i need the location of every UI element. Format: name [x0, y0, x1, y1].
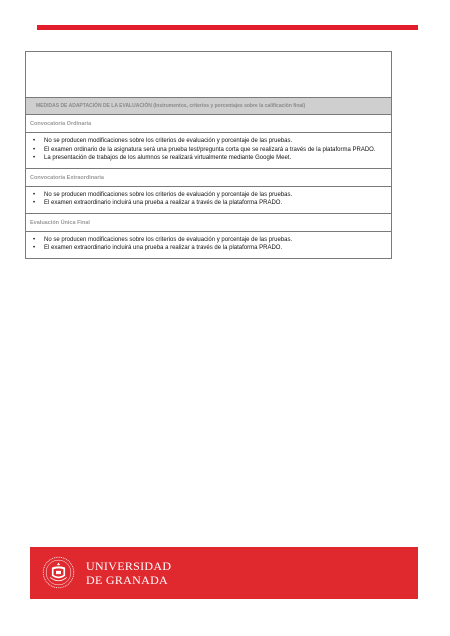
table-title: MEDIDAS DE ADAPTACIÓN DE LA EVALUACIÓN (Instrumentos, criterios y porcentajes sobre la calificación final): [26, 98, 391, 115]
header-accent-bar: [37, 25, 418, 30]
bullet-list: [30, 191, 387, 208]
list-item: [30, 154, 387, 163]
university-wordmark: [86, 559, 171, 587]
bullet-icon: •: [33, 191, 36, 198]
list-item: [30, 191, 387, 200]
evaluation-table: [25, 51, 392, 259]
university-seal-icon: [42, 556, 75, 589]
bullet-icon: •: [33, 155, 36, 161]
brand-line-2: DE GRANADA: [86, 573, 168, 587]
brand-line-1: UNIVERSIDAD: [86, 559, 172, 573]
section-body-unica-final: [26, 232, 391, 258]
section-body-ordinaria: [26, 133, 391, 169]
bullet-list: [30, 137, 387, 163]
blank-row: [26, 52, 391, 98]
list-item-text: El examen extraordinario incluirá una prueba a realizar a través de la plataforma PRADO.: [44, 245, 283, 251]
list-item-text: No se producen modificaciones sobre los criterios de evaluación y porcentaje de las pruebas.: [44, 236, 293, 243]
list-item-text: El examen ordinario de la asignatura será una prueba test/pregunta corta que se realizará a través de la plataforma PRADO.: [44, 146, 376, 153]
bullet-icon: •: [33, 138, 36, 144]
bullet-icon: •: [33, 200, 36, 206]
list-item: [30, 146, 387, 155]
bullet-icon: •: [33, 245, 36, 251]
section-heading-unica-final: Evaluación Única Final: [26, 214, 391, 232]
list-item-text: La presentación de trabajos de los alumnos se realizará virtualmente mediante Google Meet.: [44, 155, 292, 161]
list-item: [30, 199, 387, 208]
bullet-list: [30, 236, 387, 253]
section-heading-extraordinaria: Convocatoria Extraordinaria: [26, 169, 391, 187]
list-item-text: No se producen modificaciones sobre los criterios de evaluación y porcentaje de las pruebas.: [44, 138, 293, 144]
bullet-icon: •: [33, 146, 36, 153]
list-item-text: No se producen modificaciones sobre los criterios de evaluación y porcentaje de las pruebas.: [44, 191, 293, 198]
list-item-text: El examen extraordinario incluirá una prueba a realizar a través de la plataforma PRADO.: [44, 200, 283, 206]
section-heading-ordinaria: Convocatoria Ordinaria: [26, 115, 391, 133]
list-item: [30, 137, 387, 146]
footer-brand-band: [30, 547, 418, 599]
list-item: [30, 236, 387, 245]
bullet-icon: •: [33, 236, 36, 243]
section-body-extraordinaria: [26, 187, 391, 214]
list-item: [30, 244, 387, 253]
